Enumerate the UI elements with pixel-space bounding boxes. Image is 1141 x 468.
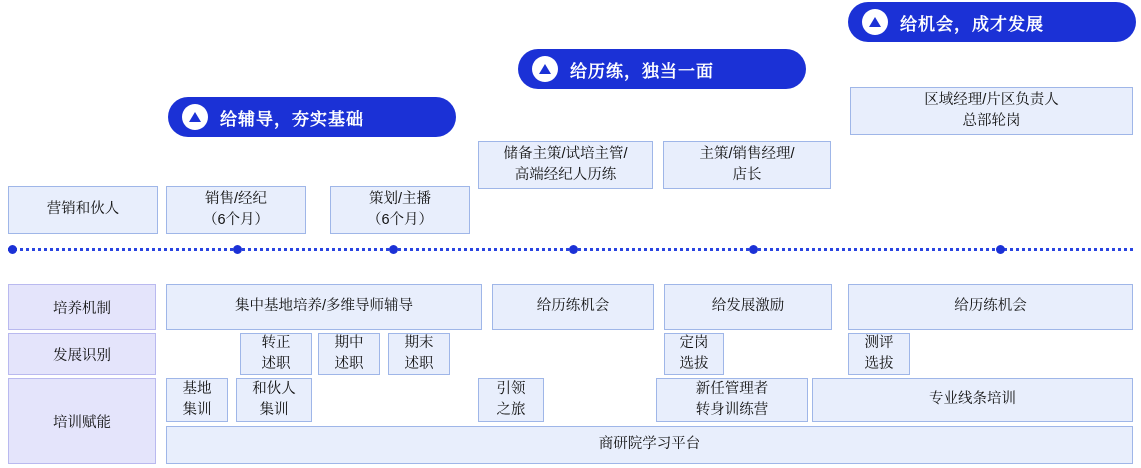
platform-text: 商研院学习平台 <box>598 436 701 453</box>
banner-stage-2 <box>518 49 806 89</box>
role-box-2 <box>166 186 306 234</box>
mechanism-cell-4 <box>848 284 1133 330</box>
training-cell-4 <box>656 378 808 422</box>
banner-stage-1 <box>168 97 456 137</box>
cell-line-2: 述职 <box>334 356 364 372</box>
cell-line-1: 引领 <box>496 380 526 397</box>
identify-cell-4 <box>664 333 724 375</box>
banner-label: 给机会，成才发展 <box>900 14 1044 34</box>
role-box-5 <box>663 141 831 189</box>
mechanism-cell-3 <box>664 284 832 330</box>
up-triangle-icon <box>182 104 208 130</box>
identify-cell-3 <box>388 333 450 375</box>
banner-stage-3 <box>848 2 1136 42</box>
role-line-2: 总部轮岗 <box>962 113 1021 129</box>
role-line-2: 店长 <box>732 167 762 183</box>
role-box-3 <box>330 186 470 234</box>
banner-label: 给历练，独当一面 <box>570 61 714 81</box>
cell-line-2: 述职 <box>261 356 291 372</box>
timeline-node-4 <box>569 245 578 254</box>
timeline <box>8 247 1133 253</box>
row-label-text: 培养机制 <box>53 300 111 317</box>
role-line-1: 策划/主播 <box>368 190 431 207</box>
timeline-node-3 <box>389 245 398 254</box>
row-label-training <box>8 378 156 464</box>
role-line-1: 储备主策/试培主管/ <box>503 145 628 162</box>
cell-text: 集中基地培养/多维导师辅导 <box>234 298 414 315</box>
role-line-1: 主策/销售经理/ <box>699 145 795 162</box>
cell-line-1: 测评 <box>864 334 894 351</box>
timeline-node-2 <box>233 245 242 254</box>
mechanism-cell-2 <box>492 284 654 330</box>
timeline-node-5 <box>749 245 758 254</box>
role-box-4 <box>478 141 653 189</box>
timeline-node-1 <box>8 245 17 254</box>
role-line-2: 高端经纪人历练 <box>514 167 617 183</box>
cell-line-2: 集训 <box>259 402 289 418</box>
role-line-2: （6个月） <box>202 212 270 228</box>
row-label-identify <box>8 333 156 375</box>
row-label-text: 发展识别 <box>53 347 111 364</box>
cell-line-2: 述职 <box>404 356 434 372</box>
row-label-text: 培训赋能 <box>53 414 111 431</box>
cell-line-1: 基地 <box>182 380 212 397</box>
training-cell-3 <box>478 378 544 422</box>
training-cell-1 <box>166 378 228 422</box>
cell-line-2: 集训 <box>182 402 212 418</box>
cell-line-1: 新任管理者 <box>695 380 769 397</box>
training-cell-5 <box>812 378 1133 422</box>
role-line-1: 销售/经纪 <box>204 190 267 207</box>
cell-line-2: 之旅 <box>496 402 526 418</box>
cell-text: 给历练机会 <box>536 298 610 315</box>
role-line-1: 区域经理/片区负责人 <box>924 91 1059 108</box>
cell-line-1: 转正 <box>261 334 291 351</box>
row-label-mechanism <box>8 284 156 330</box>
platform-bar <box>166 426 1133 464</box>
up-triangle-icon <box>862 9 888 35</box>
cell-line-1: 期末 <box>404 334 434 351</box>
role-box-6 <box>850 87 1133 135</box>
role-box-1 <box>8 186 158 234</box>
cell-line-1: 定岗 <box>679 334 709 351</box>
role-line-2: （6个月） <box>366 212 434 228</box>
cell-line-2: 选拔 <box>679 356 709 372</box>
banner-label: 给辅导，夯实基础 <box>220 109 364 129</box>
up-triangle-icon <box>532 56 558 82</box>
role-line-1: 营销和伙人 <box>46 201 120 218</box>
cell-line-1: 期中 <box>334 334 364 351</box>
training-cell-2 <box>236 378 312 422</box>
cell-text: 给历练机会 <box>954 298 1027 315</box>
cell-line-2: 选拔 <box>864 356 894 372</box>
timeline-node-6 <box>996 245 1005 254</box>
cell-text: 给发展激励 <box>711 298 785 315</box>
cell-text: 专业线条培训 <box>929 391 1016 408</box>
identify-cell-5 <box>848 333 910 375</box>
identify-cell-2 <box>318 333 380 375</box>
mechanism-cell-1 <box>166 284 482 330</box>
cell-line-2: 转身训练营 <box>695 402 769 418</box>
identify-cell-1 <box>240 333 312 375</box>
cell-line-1: 和伙人 <box>252 380 296 397</box>
